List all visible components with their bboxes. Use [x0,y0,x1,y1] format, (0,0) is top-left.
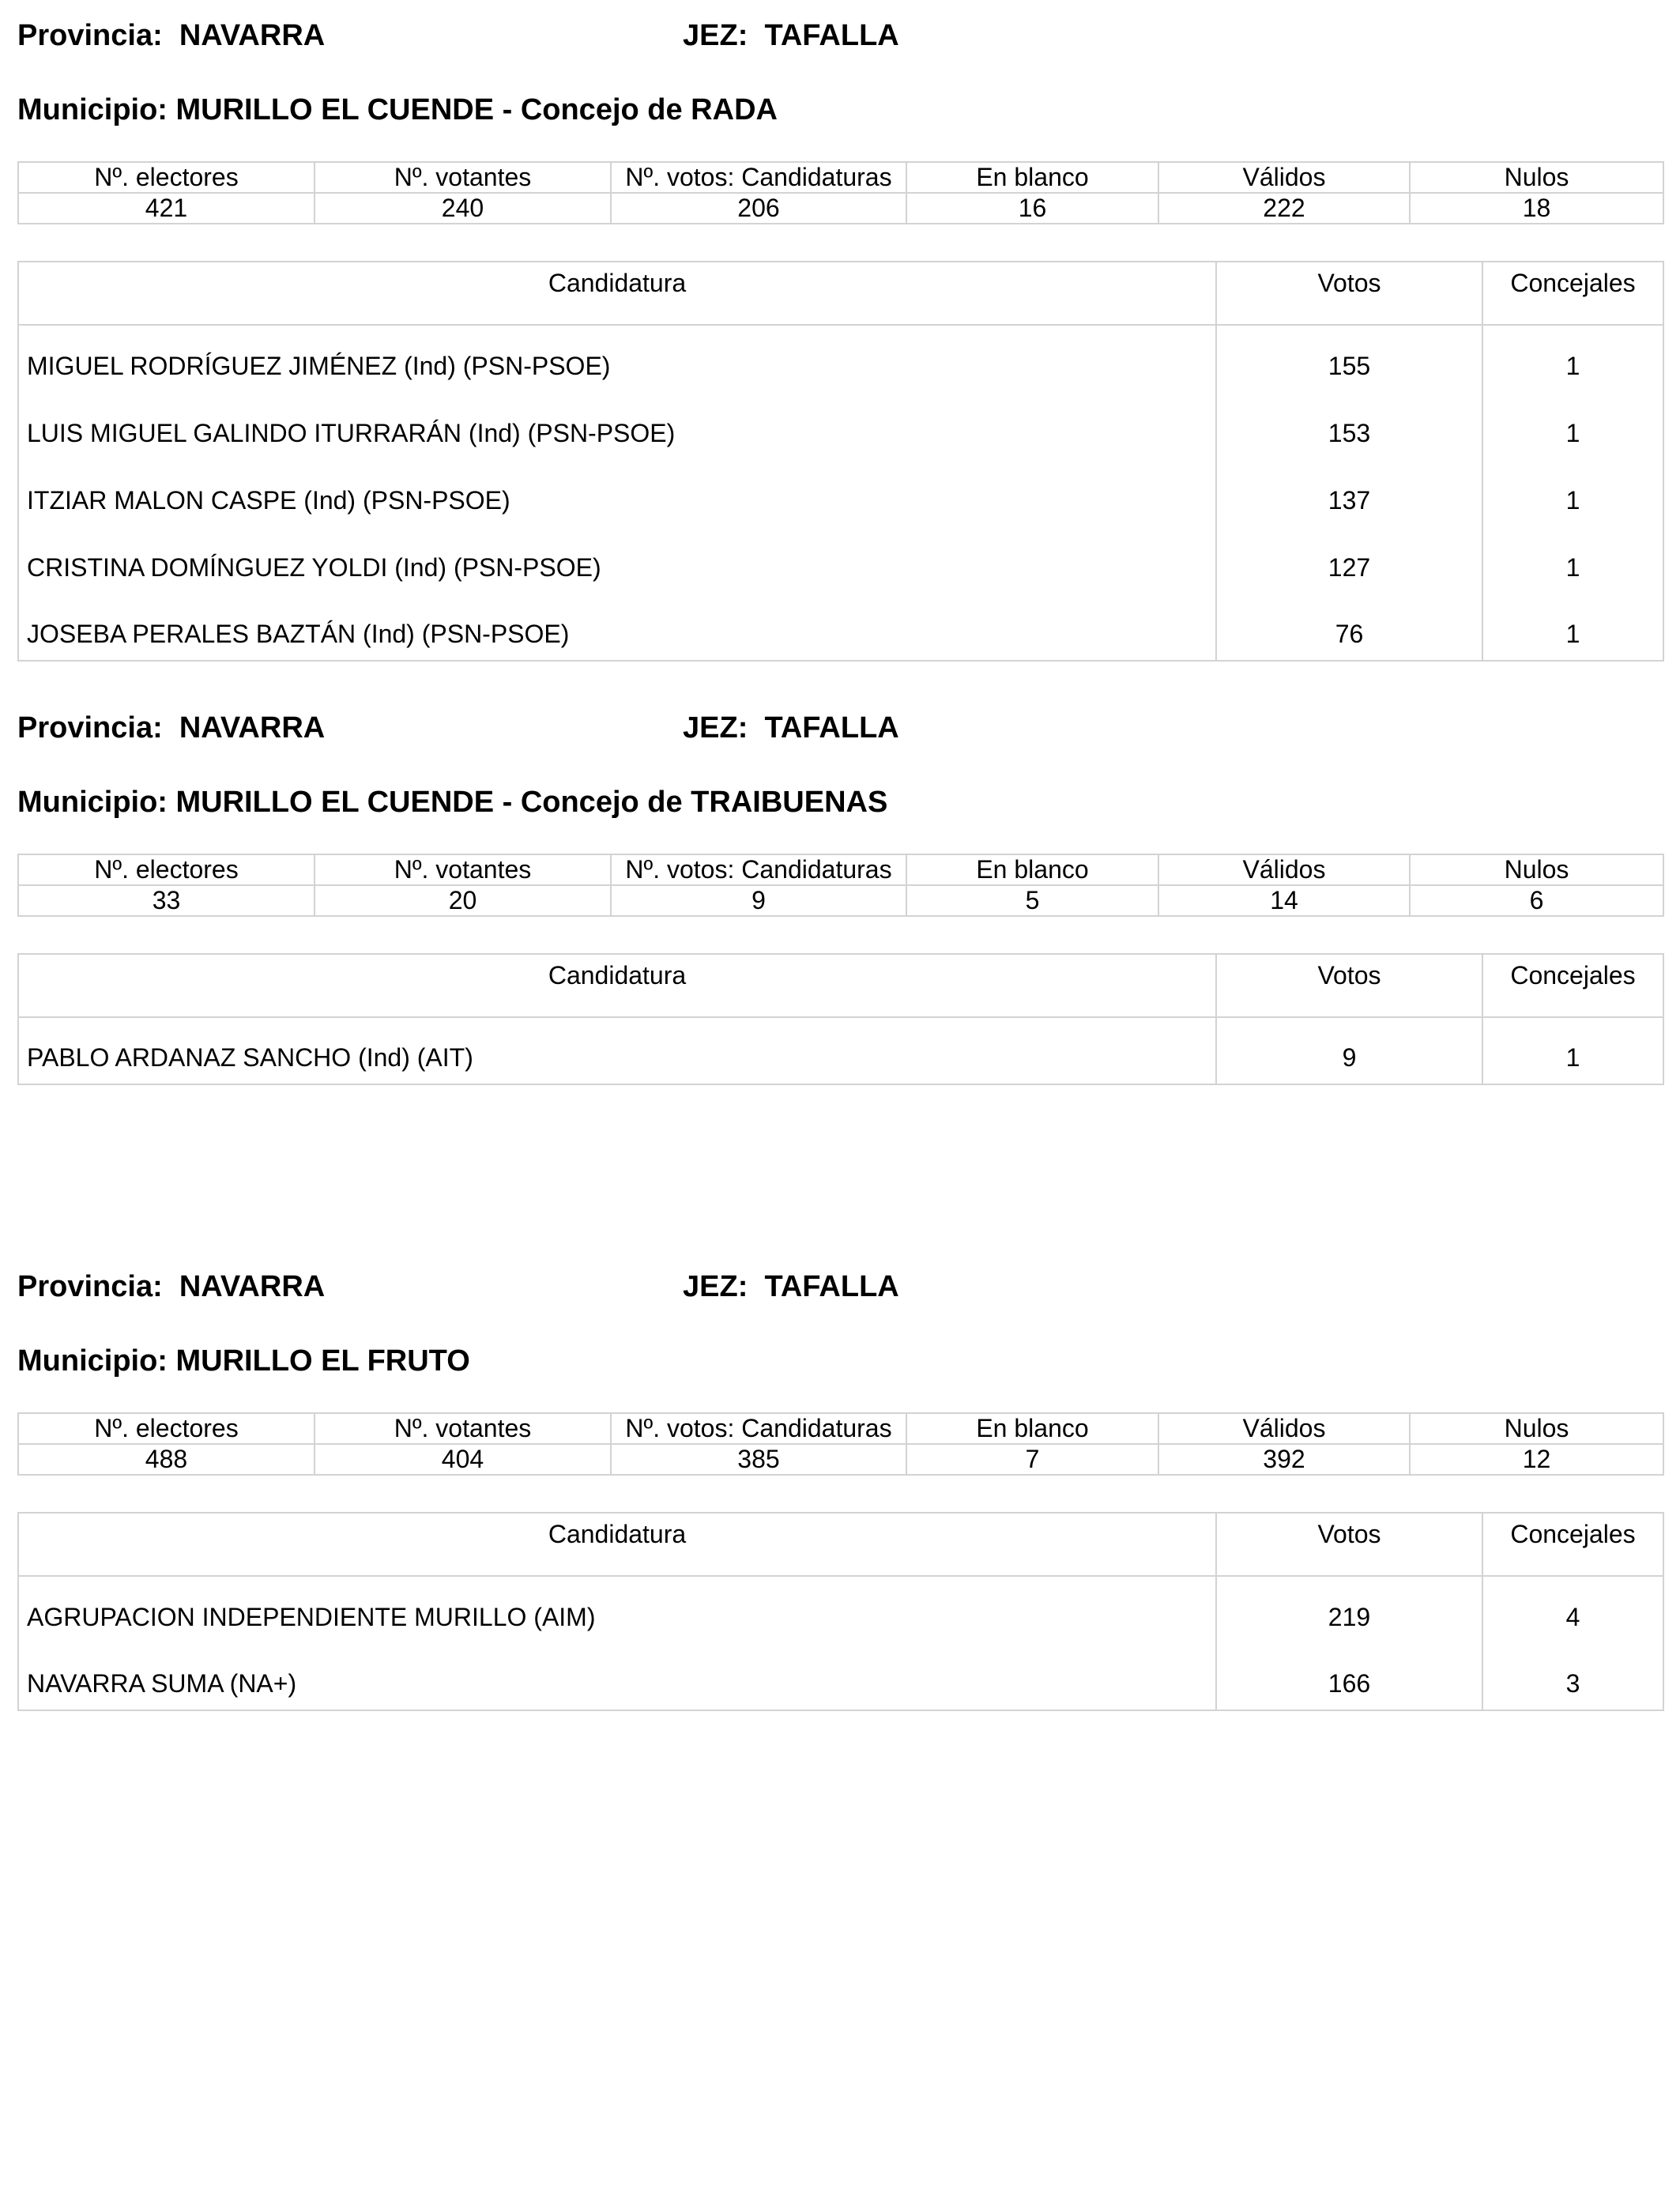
municipio-title: Municipio: MURILLO EL FRUTO [17,1344,470,1378]
candidate-concejales: 1 [1482,1017,1663,1084]
candidate-row [18,392,1663,459]
provincia-label: Provincia: NAVARRA [17,1270,326,1303]
header-concejales: Concejales [1482,1513,1663,1576]
candidate-concejales: 4 [1482,1576,1663,1643]
candidate-concejales: 1 [1482,526,1663,594]
candidate-concejales: 1 [1482,392,1663,459]
candidate-concejales: 1 [1482,325,1663,392]
candidate-name: PABLO ARDANAZ SANCHO (Ind) (AIT) [18,1017,1216,1084]
summary-table [17,1412,1664,1476]
summary-validos: 222 [1158,193,1410,224]
provincia-label: Provincia: NAVARRA [17,19,326,52]
summary-header-validos: Válidos [1158,162,1410,193]
summary-nulos: 12 [1410,1444,1663,1475]
summary-electores: 488 [18,1444,315,1475]
header-concejales: Concejales [1482,954,1663,1017]
jez-label: JEZ: TAFALLA [683,19,899,52]
summary-votos-candidaturas: 385 [611,1444,906,1475]
candidates-table [17,953,1664,1085]
summary-header-votos-candidaturas: Nº. votos: Candidaturas [611,1413,906,1444]
header-votos: Votos [1216,262,1482,325]
header-candidatura: Candidatura [18,954,1216,1017]
header-votos: Votos [1216,954,1482,1017]
candidate-concejales: 1 [1482,459,1663,526]
candidate-row [18,325,1663,392]
candidate-name: JOSEBA PERALES BAZTÁN (Ind) (PSN-PSOE) [18,594,1216,661]
summary-header-validos: Válidos [1158,854,1410,885]
candidates-header-row [18,262,1663,325]
provincia-label: Provincia: NAVARRA [17,711,326,745]
candidate-name: MIGUEL RODRÍGUEZ JIMÉNEZ (Ind) (PSN-PSOE) [18,325,1216,392]
candidate-row [18,594,1663,661]
summary-header-en-blanco: En blanco [906,162,1158,193]
summary-header-votos-candidaturas: Nº. votos: Candidaturas [611,854,906,885]
summary-value-row [18,193,1663,224]
summary-validos: 14 [1158,885,1410,916]
header-candidatura: Candidatura [18,262,1216,325]
summary-en-blanco: 5 [906,885,1158,916]
candidate-row [18,1643,1663,1710]
candidate-row [18,459,1663,526]
summary-votantes: 404 [315,1444,611,1475]
candidates-header-row [18,954,1663,1017]
candidate-row [18,1576,1663,1643]
jez-label: JEZ: TAFALLA [683,1270,899,1303]
summary-votos-candidaturas: 9 [611,885,906,916]
summary-header-votantes: Nº. votantes [315,1413,611,1444]
candidate-name: NAVARRA SUMA (NA+) [18,1643,1216,1710]
summary-votos-candidaturas: 206 [611,193,906,224]
summary-en-blanco: 7 [906,1444,1158,1475]
summary-header-votos-candidaturas: Nº. votos: Candidaturas [611,162,906,193]
summary-header-electores: Nº. electores [18,1413,315,1444]
candidate-votos: 153 [1216,392,1482,459]
summary-votantes: 20 [315,885,611,916]
summary-header-votantes: Nº. votantes [315,162,611,193]
jez-label: JEZ: TAFALLA [683,711,899,745]
candidate-votos: 155 [1216,325,1482,392]
candidate-concejales: 3 [1482,1643,1663,1710]
candidate-name: ITZIAR MALON CASPE (Ind) (PSN-PSOE) [18,459,1216,526]
summary-electores: 33 [18,885,315,916]
summary-value-row [18,1444,1663,1475]
candidate-votos: 9 [1216,1017,1482,1084]
summary-header-electores: Nº. electores [18,162,315,193]
section-header [17,19,1663,58]
candidate-row [18,1017,1663,1084]
header-concejales: Concejales [1482,262,1663,325]
municipio-title: Municipio: MURILLO EL CUENDE - Concejo de TRAIBUENAS [17,786,888,819]
section-header [17,711,1663,751]
candidate-votos: 137 [1216,459,1482,526]
summary-value-row [18,885,1663,916]
section-header [17,1270,1663,1310]
summary-table [17,854,1664,917]
candidate-votos: 166 [1216,1643,1482,1710]
header-candidatura: Candidatura [18,1513,1216,1576]
summary-electores: 421 [18,193,315,224]
summary-nulos: 18 [1410,193,1663,224]
candidates-table [17,1512,1664,1711]
candidate-name: CRISTINA DOMÍNGUEZ YOLDI (Ind) (PSN-PSOE) [18,526,1216,594]
summary-header-row [18,162,1663,193]
summary-header-nulos: Nulos [1410,162,1663,193]
candidates-table [17,261,1664,662]
candidate-row [18,526,1663,594]
summary-header-validos: Válidos [1158,1413,1410,1444]
candidate-votos: 76 [1216,594,1482,661]
summary-votantes: 240 [315,193,611,224]
candidate-name: LUIS MIGUEL GALINDO ITURRARÁN (Ind) (PSN-PSOE) [18,392,1216,459]
summary-header-votantes: Nº. votantes [315,854,611,885]
summary-nulos: 6 [1410,885,1663,916]
summary-validos: 392 [1158,1444,1410,1475]
municipio-title: Municipio: MURILLO EL CUENDE - Concejo de RADA [17,93,778,126]
summary-header-row [18,854,1663,885]
candidates-header-row [18,1513,1663,1576]
summary-header-nulos: Nulos [1410,1413,1663,1444]
summary-header-electores: Nº. electores [18,854,315,885]
summary-header-nulos: Nulos [1410,854,1663,885]
header-votos: Votos [1216,1513,1482,1576]
candidate-votos: 219 [1216,1576,1482,1643]
summary-header-en-blanco: En blanco [906,1413,1158,1444]
summary-header-row [18,1413,1663,1444]
summary-en-blanco: 16 [906,193,1158,224]
candidate-concejales: 1 [1482,594,1663,661]
candidate-name: AGRUPACION INDEPENDIENTE MURILLO (AIM) [18,1576,1216,1643]
summary-table [17,161,1664,224]
summary-header-en-blanco: En blanco [906,854,1158,885]
candidate-votos: 127 [1216,526,1482,594]
